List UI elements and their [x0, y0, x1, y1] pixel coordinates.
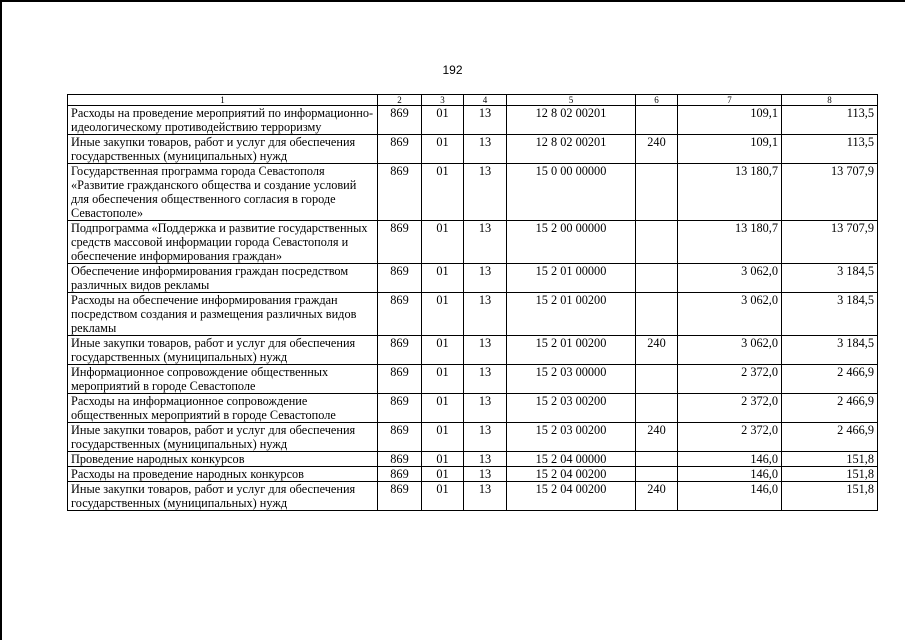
- target-article-cell: 15 2 03 00000: [507, 365, 636, 394]
- section-code-cell: 01: [422, 336, 464, 365]
- table-row: [68, 365, 878, 394]
- target-article-cell: 15 2 01 00200: [507, 293, 636, 336]
- row-name-cell: Проведение народных конкурсов: [68, 452, 378, 467]
- subsection-code-cell: 13: [464, 336, 507, 365]
- table-row: [68, 467, 878, 482]
- column-header: 6: [636, 95, 678, 106]
- table-row: [68, 423, 878, 452]
- amount-year2-cell: 3 184,5: [782, 264, 878, 293]
- expense-type-cell: 240: [636, 135, 678, 164]
- row-name-cell: Расходы на проведение мероприятий по информационно-идеологическому противодействию терроризму: [68, 106, 378, 135]
- table-row: [68, 452, 878, 467]
- target-article-cell: 15 2 03 00200: [507, 423, 636, 452]
- expense-type-cell: [636, 264, 678, 293]
- target-article-cell: 15 2 04 00000: [507, 452, 636, 467]
- section-code-cell: 01: [422, 365, 464, 394]
- amount-year2-cell: 151,8: [782, 467, 878, 482]
- row-name-cell: Иные закупки товаров, работ и услуг для обеспечения государственных (муниципальных) нужд: [68, 336, 378, 365]
- amount-year1-cell: 3 062,0: [678, 336, 782, 365]
- expense-type-cell: [636, 394, 678, 423]
- expense-type-cell: 240: [636, 482, 678, 511]
- amount-year1-cell: 3 062,0: [678, 293, 782, 336]
- gr-code-cell: 869: [378, 293, 422, 336]
- expense-type-cell: [636, 365, 678, 394]
- row-name-cell: Информационное сопровождение общественных мероприятий в городе Севастополе: [68, 365, 378, 394]
- target-article-cell: 15 2 04 00200: [507, 482, 636, 511]
- row-name-cell: Обеспечение информирования граждан посредством различных видов рекламы: [68, 264, 378, 293]
- gr-code-cell: 869: [378, 164, 422, 221]
- subsection-code-cell: 13: [464, 264, 507, 293]
- row-name-cell: Иные закупки товаров, работ и услуг для обеспечения государственных (муниципальных) нужд: [68, 482, 378, 511]
- gr-code-cell: 869: [378, 467, 422, 482]
- amount-year1-cell: 146,0: [678, 467, 782, 482]
- amount-year1-cell: 13 180,7: [678, 221, 782, 264]
- section-code-cell: 01: [422, 221, 464, 264]
- table-row: [68, 106, 878, 135]
- page-edge-left: [0, 0, 2, 640]
- column-header: 1: [68, 95, 378, 106]
- section-code-cell: 01: [422, 452, 464, 467]
- column-number-row: [68, 95, 878, 106]
- table-row: [68, 221, 878, 264]
- section-code-cell: 01: [422, 164, 464, 221]
- expense-type-cell: [636, 467, 678, 482]
- expense-type-cell: [636, 452, 678, 467]
- row-name-cell: Подпрограмма «Поддержка и развитие государственных средств массовой информации города Севастополя и обеспечение информирования граждан»: [68, 221, 378, 264]
- target-article-cell: 15 2 01 00000: [507, 264, 636, 293]
- row-name-cell: Иные закупки товаров, работ и услуг для обеспечения государственных (муниципальных) нужд: [68, 423, 378, 452]
- column-header: 8: [782, 95, 878, 106]
- table-row: [68, 293, 878, 336]
- amount-year2-cell: 3 184,5: [782, 293, 878, 336]
- page-number: 192: [442, 63, 463, 77]
- row-name-cell: Государственная программа города Севастополя «Развитие гражданского общества и создание условий для обеспечения общественного согласия в городе Севастополе»: [68, 164, 378, 221]
- gr-code-cell: 869: [378, 135, 422, 164]
- table-body: [68, 106, 878, 511]
- subsection-code-cell: 13: [464, 221, 507, 264]
- target-article-cell: 12 8 02 00201: [507, 106, 636, 135]
- amount-year2-cell: 13 707,9: [782, 164, 878, 221]
- amount-year1-cell: 146,0: [678, 452, 782, 467]
- gr-code-cell: 869: [378, 336, 422, 365]
- section-code-cell: 01: [422, 293, 464, 336]
- expense-type-cell: 240: [636, 423, 678, 452]
- gr-code-cell: 869: [378, 264, 422, 293]
- section-code-cell: 01: [422, 394, 464, 423]
- amount-year2-cell: 2 466,9: [782, 365, 878, 394]
- table-row: [68, 482, 878, 511]
- section-code-cell: 01: [422, 482, 464, 511]
- amount-year2-cell: 13 707,9: [782, 221, 878, 264]
- gr-code-cell: 869: [378, 452, 422, 467]
- column-header: 4: [464, 95, 507, 106]
- gr-code-cell: 869: [378, 394, 422, 423]
- amount-year2-cell: 3 184,5: [782, 336, 878, 365]
- amount-year2-cell: 151,8: [782, 452, 878, 467]
- table-row: [68, 264, 878, 293]
- section-code-cell: 01: [422, 264, 464, 293]
- target-article-cell: 12 8 02 00201: [507, 135, 636, 164]
- section-code-cell: 01: [422, 467, 464, 482]
- subsection-code-cell: 13: [464, 482, 507, 511]
- amount-year1-cell: 109,1: [678, 106, 782, 135]
- row-name-cell: Иные закупки товаров, работ и услуг для обеспечения государственных (муниципальных) нужд: [68, 135, 378, 164]
- subsection-code-cell: 13: [464, 135, 507, 164]
- subsection-code-cell: 13: [464, 106, 507, 135]
- column-header: 2: [378, 95, 422, 106]
- column-header: 7: [678, 95, 782, 106]
- subsection-code-cell: 13: [464, 452, 507, 467]
- subsection-code-cell: 13: [464, 423, 507, 452]
- page-edge-top: [0, 0, 905, 2]
- section-code-cell: 01: [422, 135, 464, 164]
- row-name-cell: Расходы на обеспечение информирования граждан посредством создания и размещения различных видов рекламы: [68, 293, 378, 336]
- subsection-code-cell: 13: [464, 394, 507, 423]
- expense-type-cell: [636, 221, 678, 264]
- column-header: 5: [507, 95, 636, 106]
- section-code-cell: 01: [422, 423, 464, 452]
- table-row: [68, 164, 878, 221]
- row-name-cell: Расходы на проведение народных конкурсов: [68, 467, 378, 482]
- subsection-code-cell: 13: [464, 293, 507, 336]
- table-row: [68, 135, 878, 164]
- expense-type-cell: [636, 164, 678, 221]
- subsection-code-cell: 13: [464, 365, 507, 394]
- subsection-code-cell: 13: [464, 467, 507, 482]
- gr-code-cell: 869: [378, 106, 422, 135]
- expense-type-cell: [636, 293, 678, 336]
- gr-code-cell: 869: [378, 221, 422, 264]
- section-code-cell: 01: [422, 106, 464, 135]
- amount-year1-cell: 2 372,0: [678, 423, 782, 452]
- amount-year1-cell: 3 062,0: [678, 264, 782, 293]
- amount-year1-cell: 2 372,0: [678, 394, 782, 423]
- budget-table: [67, 94, 878, 511]
- amount-year2-cell: 113,5: [782, 135, 878, 164]
- expense-type-cell: [636, 106, 678, 135]
- amount-year2-cell: 2 466,9: [782, 423, 878, 452]
- table-row: [68, 394, 878, 423]
- amount-year2-cell: 151,8: [782, 482, 878, 511]
- gr-code-cell: 869: [378, 365, 422, 394]
- subsection-code-cell: 13: [464, 164, 507, 221]
- target-article-cell: 15 0 00 00000: [507, 164, 636, 221]
- gr-code-cell: 869: [378, 423, 422, 452]
- table-row: [68, 336, 878, 365]
- column-header: 3: [422, 95, 464, 106]
- amount-year1-cell: 2 372,0: [678, 365, 782, 394]
- row-name-cell: Расходы на информационное сопровождение общественных мероприятий в городе Севастополе: [68, 394, 378, 423]
- amount-year1-cell: 13 180,7: [678, 164, 782, 221]
- target-article-cell: 15 2 04 00200: [507, 467, 636, 482]
- amount-year1-cell: 109,1: [678, 135, 782, 164]
- amount-year2-cell: 113,5: [782, 106, 878, 135]
- target-article-cell: 15 2 00 00000: [507, 221, 636, 264]
- expense-type-cell: 240: [636, 336, 678, 365]
- target-article-cell: 15 2 01 00200: [507, 336, 636, 365]
- target-article-cell: 15 2 03 00200: [507, 394, 636, 423]
- amount-year1-cell: 146,0: [678, 482, 782, 511]
- amount-year2-cell: 2 466,9: [782, 394, 878, 423]
- gr-code-cell: 869: [378, 482, 422, 511]
